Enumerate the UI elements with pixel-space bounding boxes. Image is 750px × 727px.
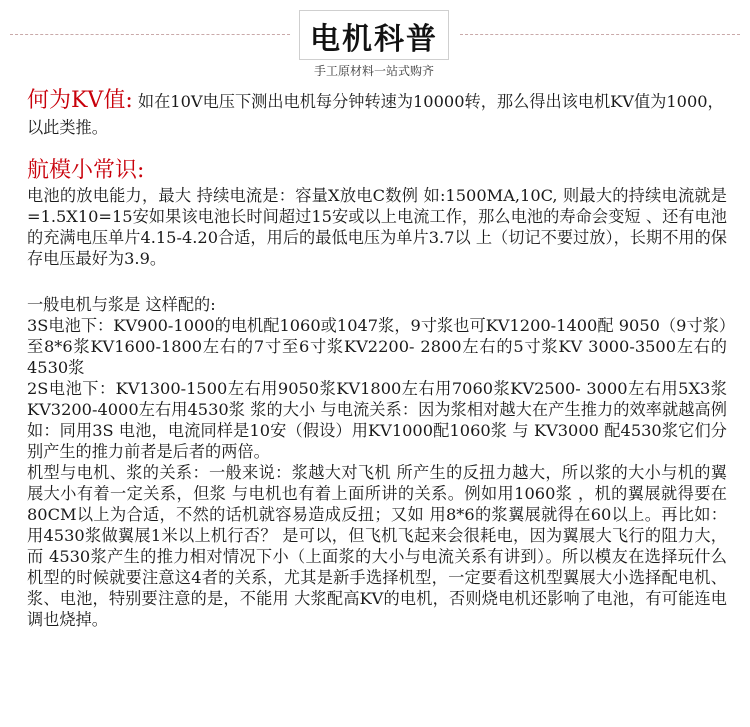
battery-tip: 电池的放电能力，最大 持续电流是：容量X放电C数例 如:1500MA,10C, 则最大的持续电流就是=1.5X10=15安如果该电池长时间超过15安或以上电流工作，那么电池的寿命会变短 、还有电池的充满电压单片4.15-4.20合适，用后的最低电压为单片3.7以 上（切记不要过放），长期不用的保存电压最好为3.9。 — [27, 186, 727, 268]
page-subtitle: 手工原材料一站式购齐 — [313, 64, 434, 78]
page-title: 电机科普 — [310, 22, 438, 57]
header-divider-right — [460, 34, 740, 35]
article-content — [27, 88, 727, 630]
kv-definition — [27, 88, 727, 141]
kv-text: 如在10V电压下测出电机每分钟转速为10000转，那么得出该电机KV值为1000，以此类推。 — [27, 92, 724, 137]
header-divider-left — [10, 34, 290, 35]
pairing-2s: 2S电池下：KV1300-1500左右用9050浆KV1800左右用7060浆KV2500- 3000左右用5X3浆KV3200-4000左右用4530浆 浆的大小 与电流关系：因为浆相对越大在产生推力的效率就越高例如：同用3S 电池，电流同样是10安（假设）用KV1000配1060浆 与 KV3000 配4530浆它们分别产生的推力前者是后者的两倍。 — [27, 379, 727, 461]
spacer — [27, 269, 727, 294]
model-relation: 机型与电机、浆的关系：一般来说：浆越大对飞机 所产生的反扭力越大，所以浆的大小与机的翼展大小有着一定关系，但浆 与电机也有着上面所讲的关系。例如用1060浆 ，机的翼展就得要在80CM以上为合适，不然的话机就容易造成反扭；又如 用8*6的浆翼展就得在60以上。再比如：用4530浆做翼展1米以上机行否？ 是可以，但飞机飞起来会很耗电，因为翼展大飞行的阻力大，而 4530浆产生的推力相对情况下小（上面浆的大小与电流关系有讲到）。所以模友在选择玩什么机型的时候就要注意这4者的关系，尤其是新手选择机型，一定要看这机型翼展大小选择配电机、浆、电池，特别要注意的是，不能用 大浆配高KV的电机，否则烧电机还影响了电池，有可能连电调也烧掉。 — [27, 463, 727, 629]
pairing-3s: 3S电池下：KV900-1000的电机配1060或1047浆，9寸浆也可KV1200-1400配 9050（9寸浆）至8*6浆KV1600-1800左右的7寸至6寸浆KV2200- 2800左右的5寸浆KV 3000-3500左右的4530浆 — [27, 316, 727, 377]
tips-heading: 航模小常识: — [27, 158, 145, 183]
page-header — [0, 0, 750, 80]
pairing-intro: 一般电机与浆是 这样配的: — [27, 295, 216, 314]
kv-heading: 何为KV值: — [27, 88, 133, 113]
